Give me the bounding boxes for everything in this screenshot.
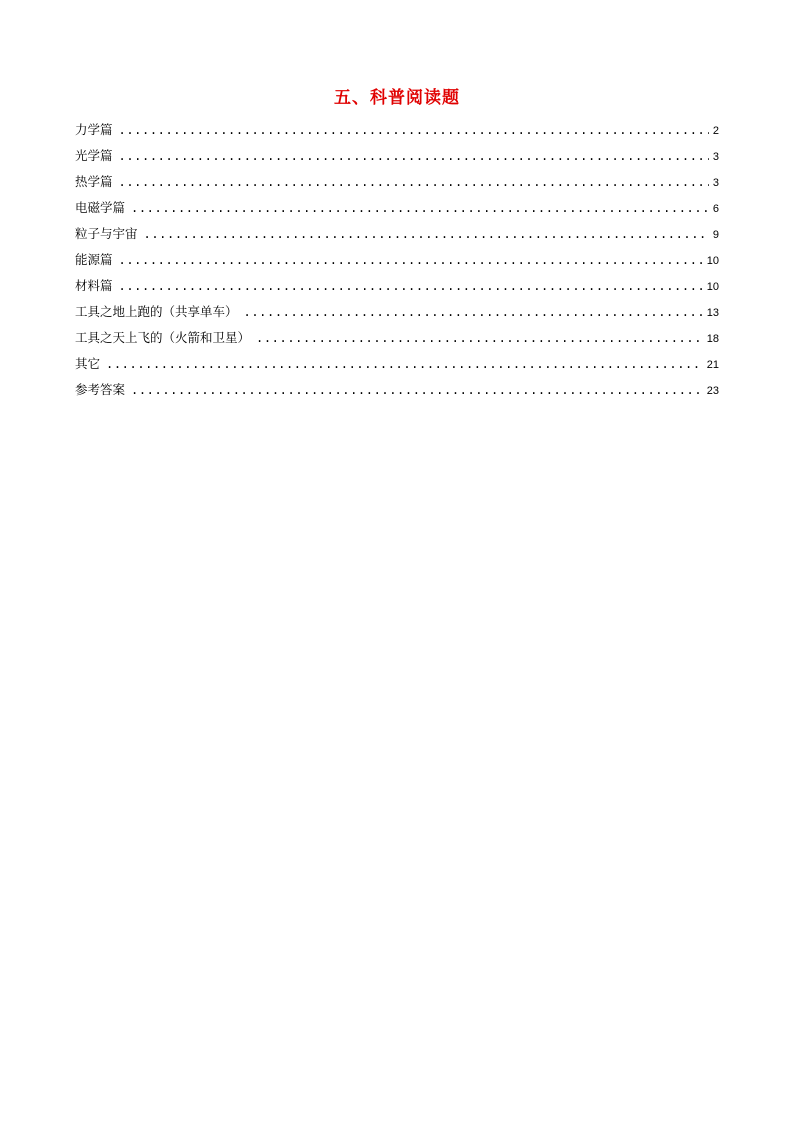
toc-page-number: 2 bbox=[712, 125, 719, 137]
toc-page-number: 10 bbox=[706, 255, 719, 267]
toc-entry-label: 材料篇 bbox=[75, 278, 113, 293]
toc-entry-other[interactable] bbox=[75, 354, 719, 380]
table-of-contents bbox=[75, 120, 719, 406]
toc-entry-mechanics[interactable] bbox=[75, 120, 719, 146]
toc-leader-dots bbox=[106, 354, 703, 374]
toc-leader-dots bbox=[131, 380, 703, 400]
toc-entry-thermal[interactable] bbox=[75, 172, 719, 198]
toc-entry-rockets-satellites[interactable] bbox=[75, 328, 719, 354]
toc-leader-dots bbox=[244, 302, 703, 322]
toc-leader-dots bbox=[119, 146, 709, 166]
toc-entry-label: 力学篇 bbox=[75, 122, 113, 137]
toc-page-number: 21 bbox=[706, 359, 719, 371]
toc-entry-label: 其它 bbox=[75, 356, 101, 371]
toc-leader-dots bbox=[119, 120, 709, 140]
toc-leader-dots bbox=[144, 224, 709, 244]
page-title: 五、科普阅读题 bbox=[334, 88, 460, 108]
toc-entry-materials[interactable] bbox=[75, 276, 719, 302]
toc-page-number: 3 bbox=[712, 151, 719, 163]
toc-page-number: 18 bbox=[706, 333, 719, 345]
toc-entry-label: 热学篇 bbox=[75, 174, 113, 189]
toc-entry-optics[interactable] bbox=[75, 146, 719, 172]
toc-page-number: 3 bbox=[712, 177, 719, 189]
toc-entry-shared-bikes[interactable] bbox=[75, 302, 719, 328]
toc-entry-label: 工具之地上跑的（共享单车） bbox=[75, 304, 238, 319]
toc-leader-dots bbox=[119, 172, 709, 192]
toc-entry-electromagnetism[interactable] bbox=[75, 198, 719, 224]
toc-page-number: 13 bbox=[706, 307, 719, 319]
toc-entry-label: 电磁学篇 bbox=[75, 200, 126, 215]
toc-entry-label: 光学篇 bbox=[75, 148, 113, 163]
toc-entry-energy[interactable] bbox=[75, 250, 719, 276]
toc-page-number: 6 bbox=[712, 203, 719, 215]
toc-leader-dots bbox=[119, 276, 703, 296]
toc-page-number: 10 bbox=[706, 281, 719, 293]
toc-leader-dots bbox=[131, 198, 709, 218]
toc-entry-answers[interactable] bbox=[75, 380, 719, 406]
toc-entry-label: 粒子与宇宙 bbox=[75, 226, 138, 241]
toc-page-number: 9 bbox=[712, 229, 719, 241]
toc-entry-label: 参考答案 bbox=[75, 382, 126, 397]
toc-page-number: 23 bbox=[706, 385, 719, 397]
toc-entry-particles-universe[interactable] bbox=[75, 224, 719, 250]
toc-entry-label: 能源篇 bbox=[75, 252, 113, 267]
toc-leader-dots bbox=[256, 328, 703, 348]
toc-entry-label: 工具之天上飞的（火箭和卫星） bbox=[75, 330, 251, 345]
toc-leader-dots bbox=[119, 250, 703, 270]
